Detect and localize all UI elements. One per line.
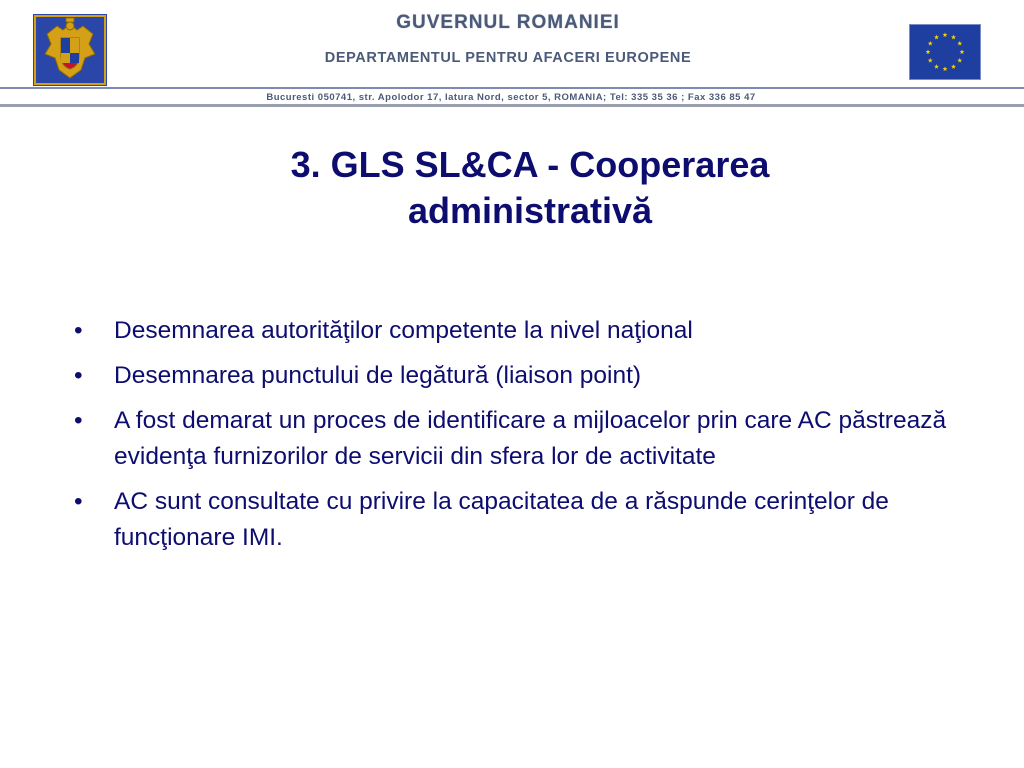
department-title: DEPARTAMENTUL PENTRU AFACERI EUROPENE: [324, 50, 692, 66]
bullet-list: [74, 313, 1004, 565]
contact-address: Bucuresti 050741, str. Apolodor 17, latura Nord, sector 5, ROMANIA; Tel: 335 35 36 ; Fax 336 85 47: [266, 92, 756, 103]
bullet-item: [74, 484, 1004, 556]
bullet-item: [74, 358, 1004, 394]
bullet-marker: •: [74, 317, 83, 344]
bullet-text: Desemnarea autorităţilor competente la nivel naţional: [114, 317, 693, 344]
slide-header: [0, 0, 1024, 108]
header-divider: [0, 87, 1024, 89]
government-title: GUVERNUL ROMANIEI: [396, 12, 620, 33]
bullet-item: [74, 403, 1004, 475]
bullet-item: [74, 313, 1004, 349]
bullet-text: A fost demarat un proces de identificare a mijloacelor prin care AC păstrează evidenţa furnizorilor de servicii din sfera lor de activitate: [114, 407, 947, 470]
bullet-marker: •: [74, 407, 83, 434]
header-underline: [0, 104, 1024, 107]
bullet-marker: •: [74, 362, 83, 389]
eu-flag-icon: [909, 24, 981, 80]
bullet-text: Desemnarea punctului de legătură (liaison point): [114, 362, 642, 389]
slide-title: 3. GLS SL&CA - Cooperarea administrativă: [290, 144, 770, 231]
bullet-text: AC sunt consultate cu privire la capacitatea de a răspunde cerinţelor de funcţionare IMI.: [114, 488, 889, 551]
bullet-marker: •: [74, 488, 83, 515]
